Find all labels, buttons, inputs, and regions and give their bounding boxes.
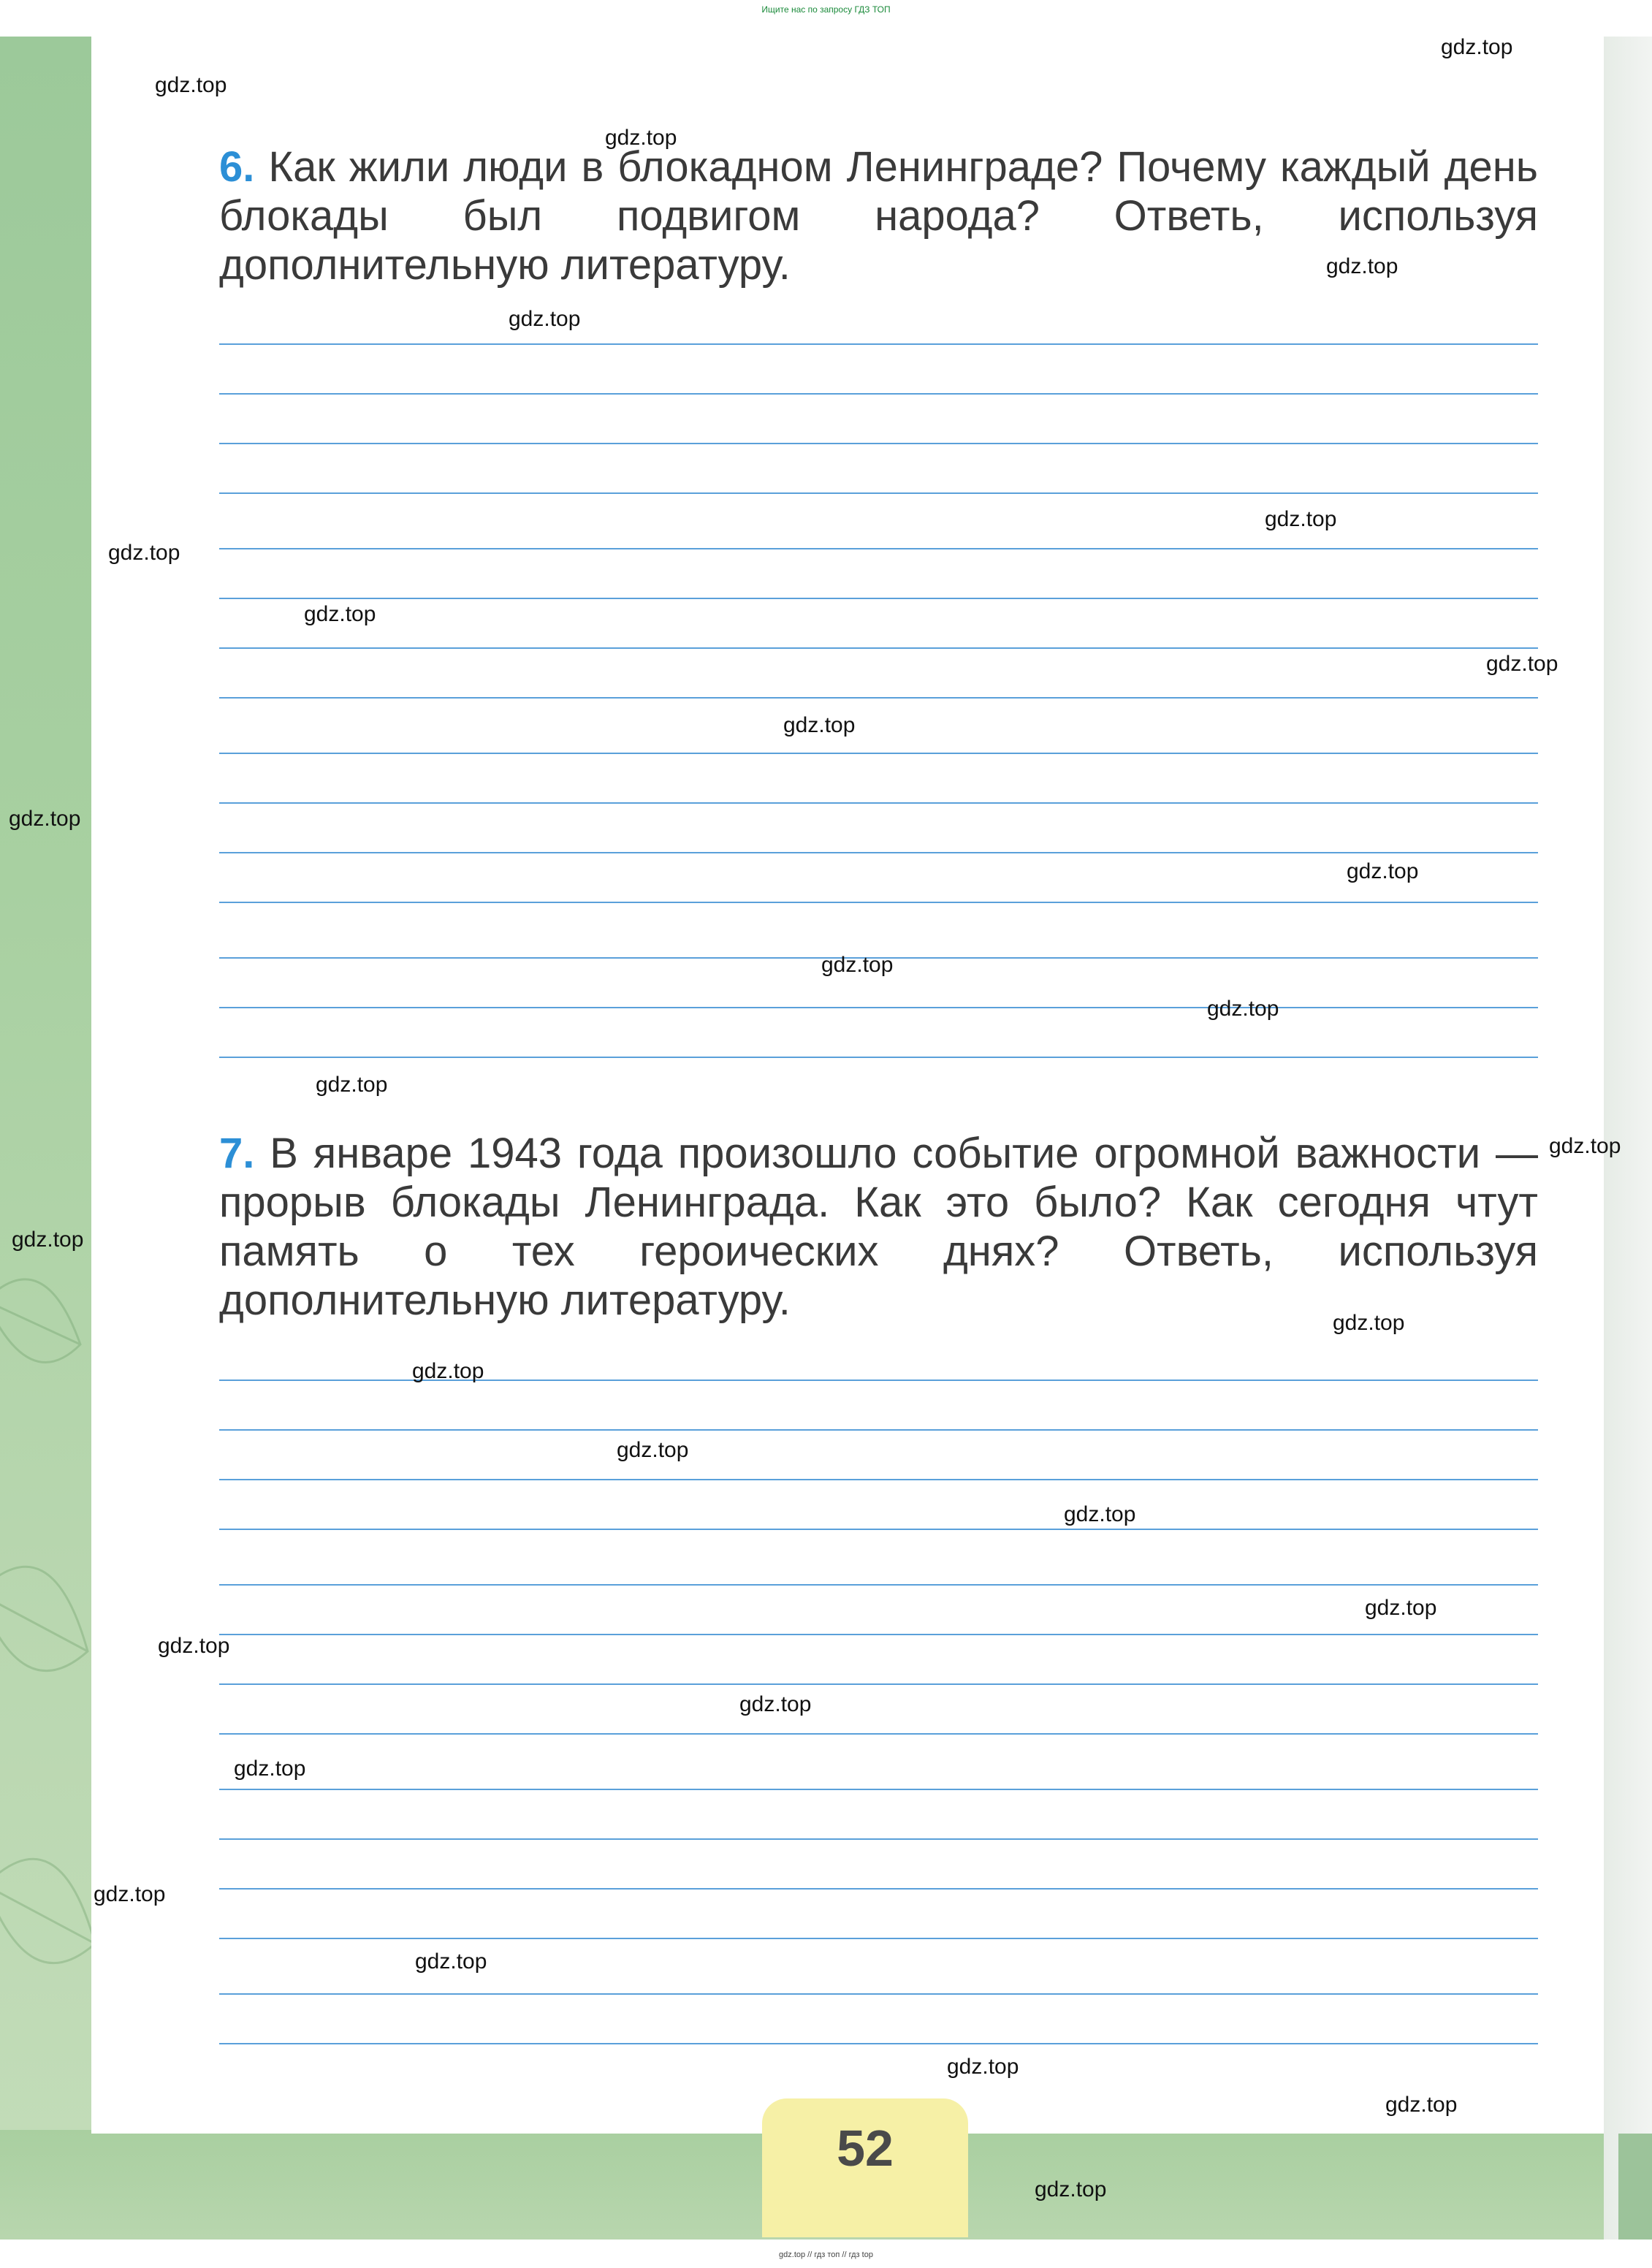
watermark: gdz.top — [1265, 507, 1337, 531]
watermark: gdz.top — [1385, 2093, 1458, 2117]
watermark: gdz.top — [9, 807, 81, 831]
answer-line[interactable] — [219, 1529, 1538, 1530]
task-6-text: Как жили люди в блокадном Ленинграде? Почему каждый день блокады был подвигом народа? Ответь, используя дополнительную литературу. — [219, 143, 1538, 289]
watermark: gdz.top — [1064, 1502, 1136, 1526]
task-7 — [219, 1129, 1538, 1325]
watermark: gdz.top — [783, 713, 856, 737]
watermark: gdz.top — [947, 2055, 1019, 2079]
watermark: gdz.top — [316, 1073, 388, 1097]
footer-note: gdz.top // гдз топ // гдз top — [779, 2250, 873, 2259]
watermark: gdz.top — [1549, 1134, 1621, 1158]
answer-line[interactable] — [219, 1993, 1538, 1995]
watermark: gdz.top — [108, 541, 180, 565]
watermark: gdz.top — [304, 602, 376, 626]
watermark: gdz.top — [415, 1949, 487, 1974]
answer-line[interactable] — [219, 852, 1538, 853]
answer-line[interactable] — [219, 1888, 1538, 1890]
answer-line[interactable] — [219, 902, 1538, 903]
answer-line[interactable] — [219, 343, 1538, 345]
answer-line[interactable] — [219, 1634, 1538, 1635]
answer-line[interactable] — [219, 753, 1538, 754]
answer-line[interactable] — [219, 802, 1538, 804]
watermark: gdz.top — [1207, 997, 1279, 1021]
page-number-tab — [762, 2098, 968, 2237]
watermark: gdz.top — [158, 1634, 230, 1658]
watermark: gdz.top — [1333, 1311, 1405, 1335]
watermark: gdz.top — [12, 1228, 84, 1252]
answer-line[interactable] — [219, 1057, 1538, 1058]
watermark: gdz.top — [1035, 2177, 1107, 2202]
header-note: Ищите нас по запросу ГДЗ ТОП — [761, 4, 891, 15]
answer-line[interactable] — [219, 1584, 1538, 1586]
watermark: gdz.top — [1326, 254, 1398, 278]
answer-line[interactable] — [219, 647, 1538, 649]
answer-line[interactable] — [219, 1479, 1538, 1480]
answer-line[interactable] — [219, 1007, 1538, 1008]
answer-line[interactable] — [219, 492, 1538, 494]
task-7-number: 7. — [219, 1130, 255, 1177]
watermark: gdz.top — [1486, 652, 1558, 676]
watermark: gdz.top — [94, 1882, 166, 1906]
answer-line[interactable] — [219, 443, 1538, 444]
watermark: gdz.top — [617, 1438, 689, 1462]
watermark: gdz.top — [509, 307, 581, 331]
answer-line[interactable] — [219, 1789, 1538, 1790]
watermark: gdz.top — [821, 953, 894, 977]
answer-line[interactable] — [219, 1938, 1538, 1939]
watermark: gdz.top — [155, 73, 227, 97]
watermark: gdz.top — [234, 1757, 306, 1781]
watermark: gdz.top — [1441, 35, 1513, 59]
leaf-decoration — [0, 1154, 91, 2126]
watermark: gdz.top — [1365, 1596, 1437, 1620]
green-frame-right — [1618, 2134, 1652, 2240]
answer-line[interactable] — [219, 548, 1538, 549]
watermark: gdz.top — [605, 126, 677, 150]
watermark: gdz.top — [412, 1359, 484, 1383]
answer-line[interactable] — [219, 1683, 1538, 1685]
watermark: gdz.top — [1347, 859, 1419, 883]
answer-line[interactable] — [219, 2043, 1538, 2044]
answer-line[interactable] — [219, 1733, 1538, 1735]
watermark: gdz.top — [739, 1692, 812, 1716]
answer-line[interactable] — [219, 697, 1538, 699]
page-number: 52 — [837, 2120, 894, 2177]
answer-line[interactable] — [219, 1429, 1538, 1431]
answer-line[interactable] — [219, 1838, 1538, 1840]
task-7-text: В январе 1943 года произошло событие огромной важности — прорыв блокады Ленинграда. Как это было? Как сегодня чтут память о тех героических днях? Ответь, используя дополнительную литературу. — [219, 1130, 1538, 1324]
answer-line[interactable] — [219, 598, 1538, 599]
task-6-number: 6. — [219, 143, 255, 191]
answer-line[interactable] — [219, 393, 1538, 395]
